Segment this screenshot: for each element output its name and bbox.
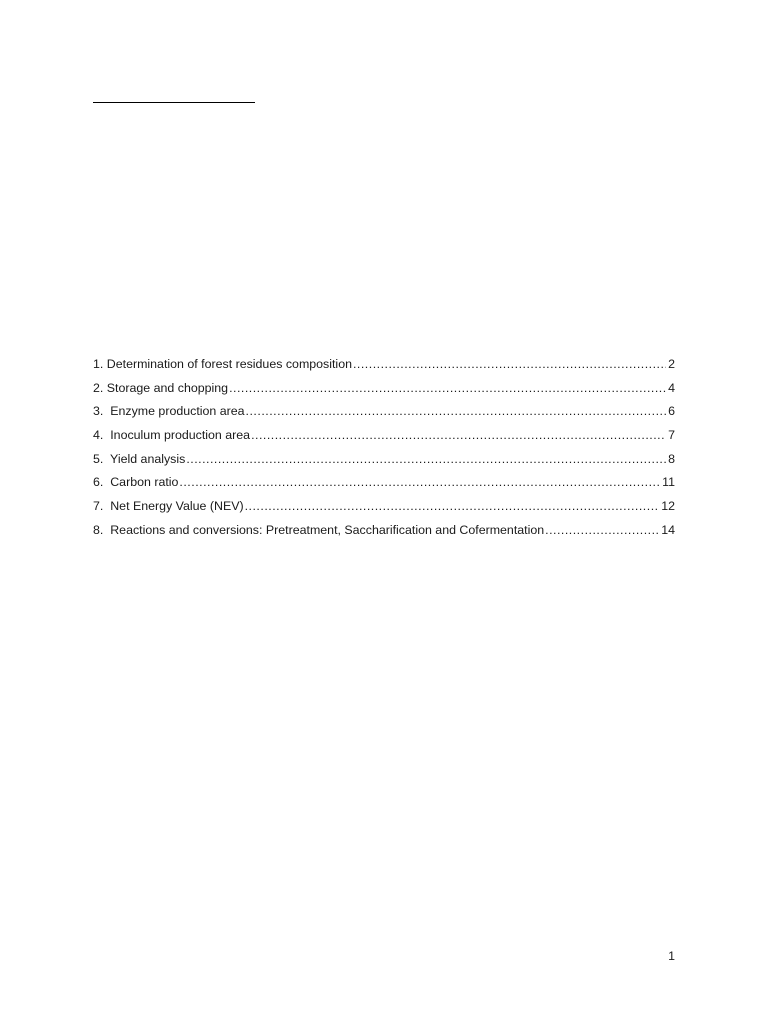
toc-entry-page: 7	[668, 428, 675, 443]
toc-entry[interactable]	[93, 450, 675, 474]
toc-entry-number: 7.	[93, 499, 104, 514]
toc-leader	[353, 355, 666, 373]
toc-leader	[179, 473, 660, 491]
toc-entry-page: 4	[668, 380, 675, 395]
toc-entry-title: Determination of forest residues composition	[106, 357, 352, 371]
header-rule	[93, 102, 255, 103]
toc-leader	[186, 450, 666, 468]
toc-entry-page: 8	[668, 451, 675, 466]
toc-entry-number: 2.	[93, 380, 104, 395]
toc-entry[interactable]	[93, 402, 675, 426]
toc-entry-page: 2	[668, 357, 675, 371]
toc-entry-page: 12	[661, 499, 675, 514]
table-of-contents	[93, 355, 675, 545]
toc-entry-title: Storage and chopping	[106, 380, 229, 395]
toc-leader	[251, 426, 666, 444]
toc-entry-title: Carbon ratio	[110, 475, 179, 490]
toc-entry-number: 8.	[93, 522, 104, 537]
toc-entry-number: 3.	[93, 404, 104, 419]
toc-entry-number: 1.	[93, 357, 104, 371]
toc-entry[interactable]	[93, 379, 675, 403]
toc-entry-page: 11	[662, 475, 675, 490]
toc-leader	[245, 497, 660, 515]
toc-entry-number: 6.	[93, 475, 104, 490]
page-number: 1	[668, 949, 675, 963]
toc-entry[interactable]	[93, 473, 675, 497]
toc-entry-title: Net Energy Value (NEV)	[110, 499, 244, 514]
toc-entry-page: 14	[661, 522, 675, 537]
toc-entry-title: Inoculum production area	[110, 428, 251, 443]
toc-entry-number: 5.	[93, 451, 104, 466]
toc-entry-title: Enzyme production area	[110, 404, 245, 419]
toc-entry[interactable]	[93, 355, 675, 379]
toc-entry-title: Reactions and conversions: Pretreatment, Saccharification and Cofermentation	[110, 522, 545, 537]
toc-leader	[229, 379, 666, 397]
toc-entry-page: 6	[668, 404, 675, 419]
toc-entry-title: Yield analysis	[110, 451, 186, 466]
toc-entry-number: 4.	[93, 428, 104, 443]
toc-leader	[545, 521, 659, 539]
toc-leader	[246, 402, 667, 420]
toc-entry[interactable]	[93, 426, 675, 450]
toc-entry[interactable]	[93, 497, 675, 521]
toc-entry[interactable]	[93, 521, 675, 545]
